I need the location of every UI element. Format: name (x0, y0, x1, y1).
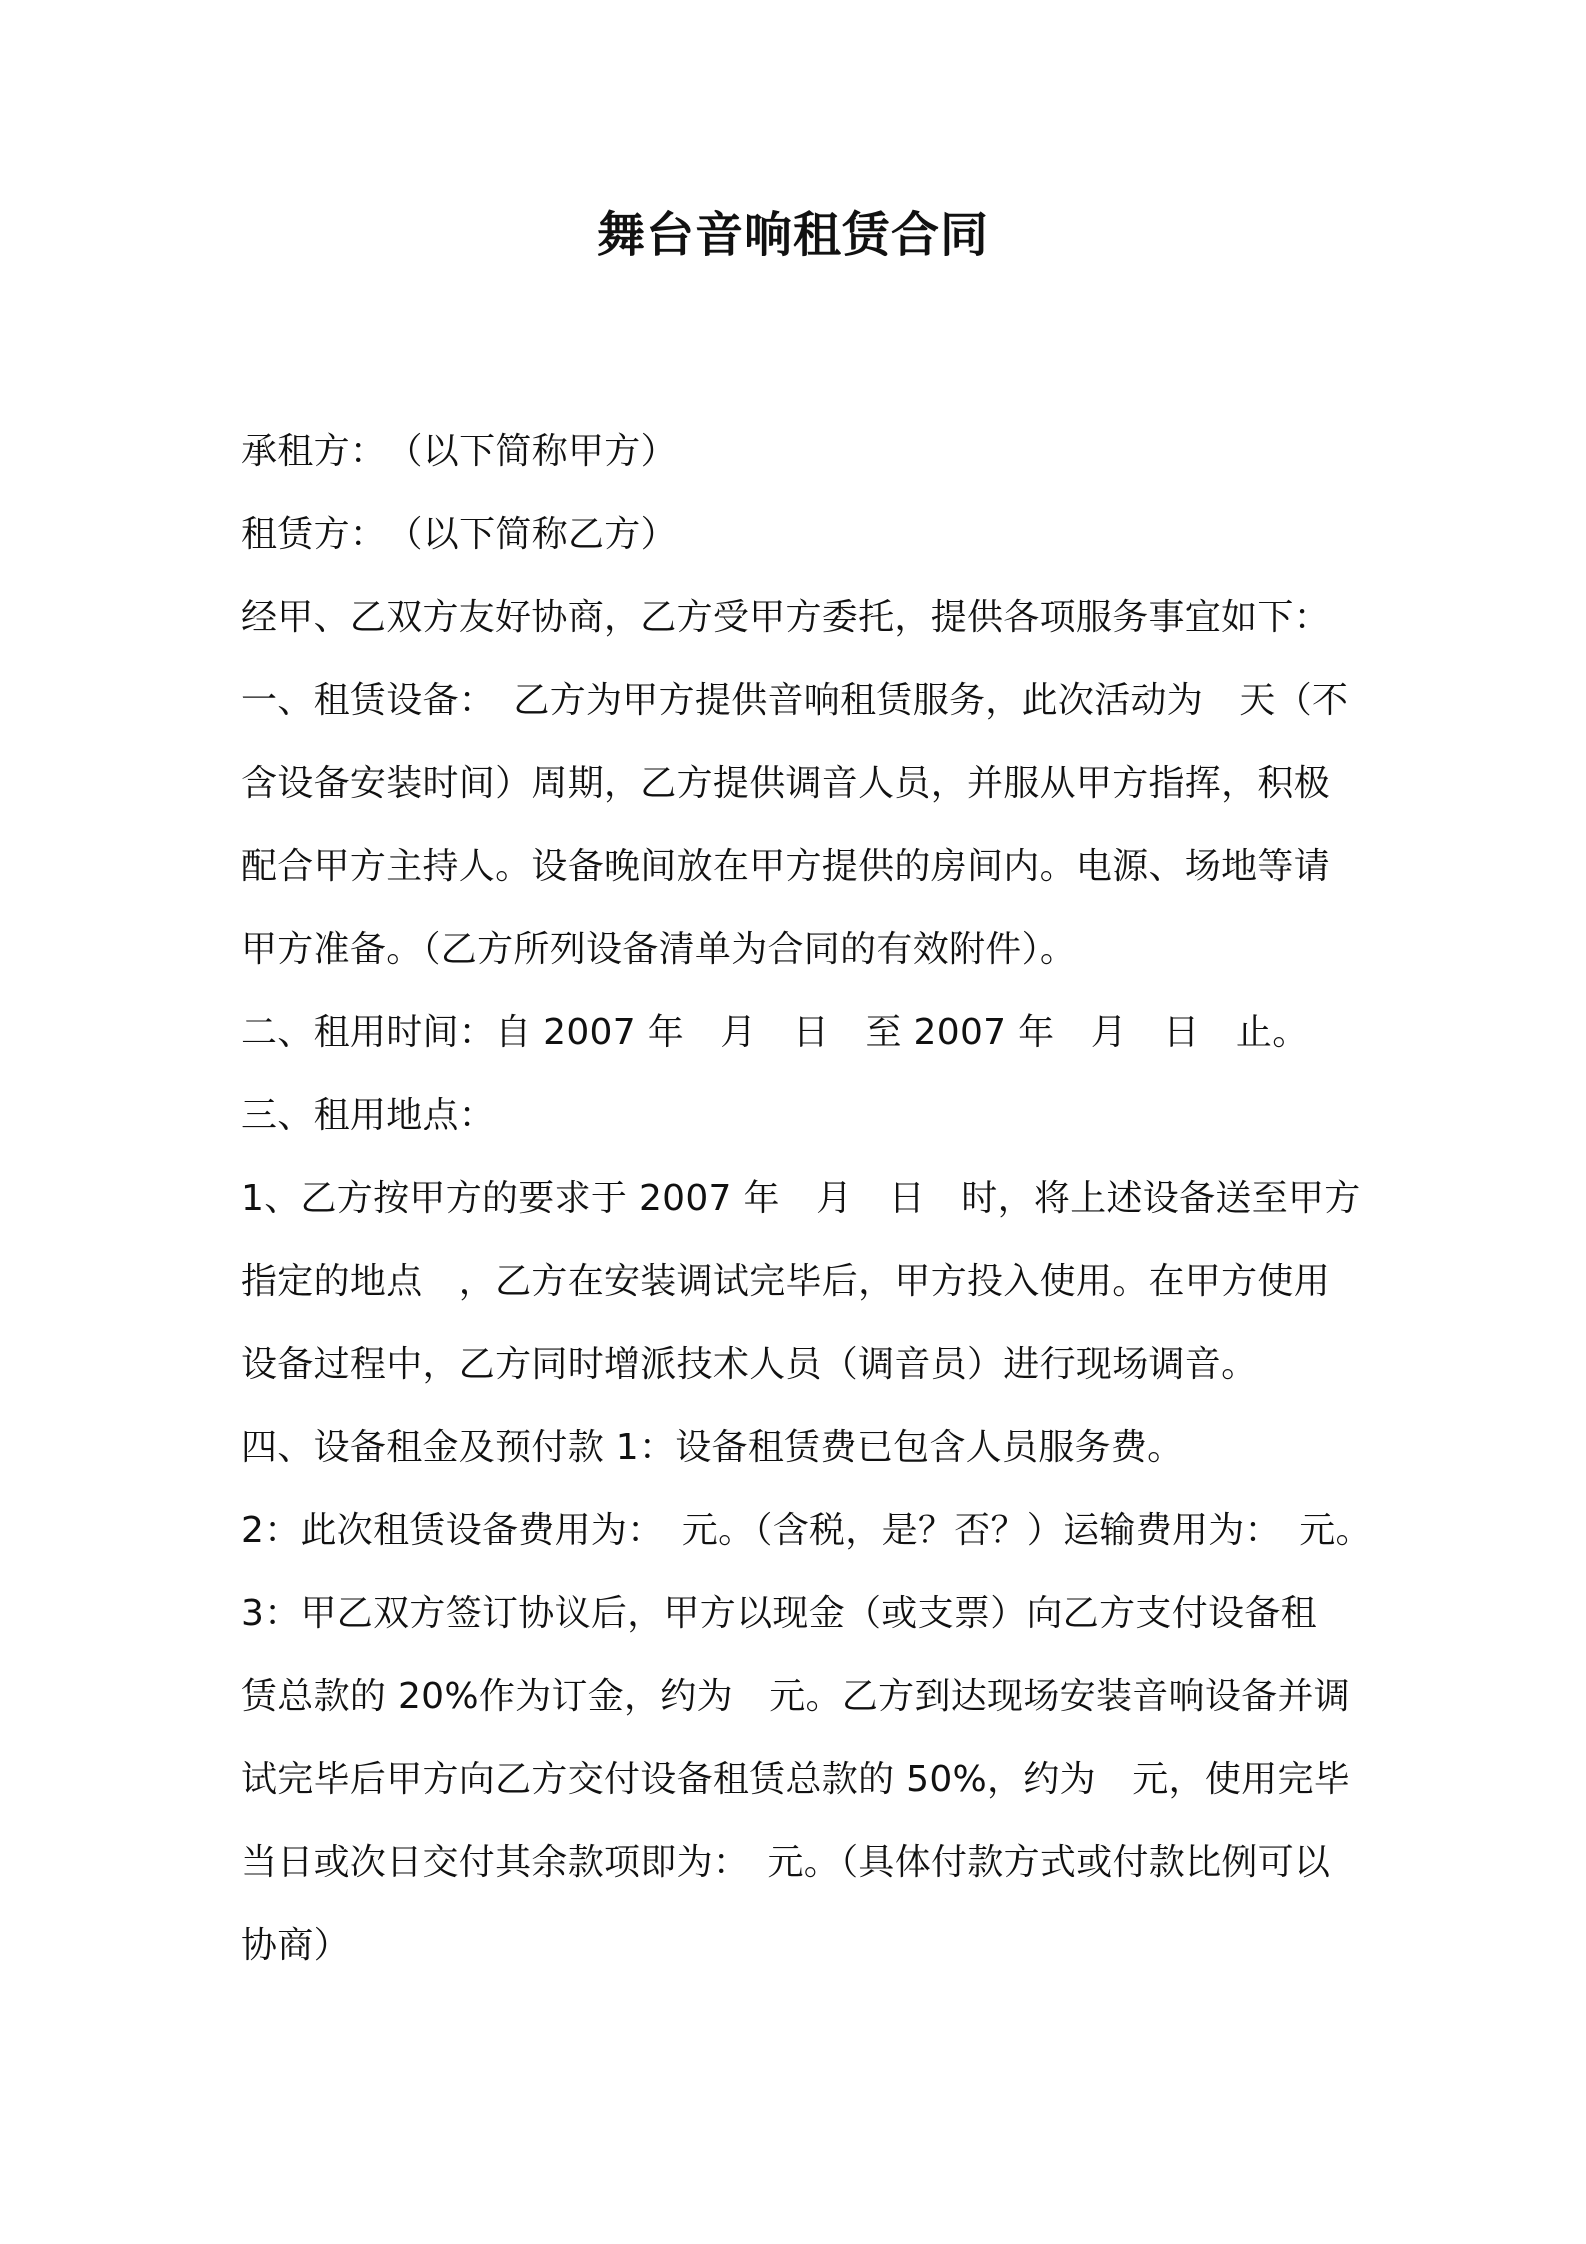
text-line: 试完毕后甲方向乙方交付设备租赁总款的 50%，约为 元，使用完毕 (241, 1759, 1351, 1800)
text-line: 当日或次日交付其余款项即为： 元。（具体付款方式或付款比例可以 (241, 1842, 1331, 1883)
text-line: 设备过程中，乙方同时增派技术人员（调音员）进行现场调音。 (241, 1344, 1258, 1385)
text-line: 1、乙方按甲方的要求于 2007 年 月 日 时，将上述设备送至甲方 (241, 1178, 1361, 1219)
text-line: 承租方： （以下简称甲方） (241, 431, 677, 472)
text-line: 3：甲乙双方签订协议后，甲方以现金（或支票）向乙方支付设备租 (241, 1593, 1317, 1634)
text-line: 租赁方： （以下简称乙方） (241, 514, 677, 555)
text-line: 配合甲方主持人。设备晚间放在甲方提供的房间内。电源、场地等请 (241, 846, 1331, 887)
text-line: 四、设备租金及预付款 1：设备租赁费已包含人员服务费。 (241, 1427, 1184, 1468)
text-line: 一、租赁设备： 乙方为甲方提供音响租赁服务，此次活动为 天（不 (241, 680, 1349, 721)
text-line: 甲方准备。（乙方所列设备清单为合同的有效附件）。 (241, 929, 1077, 970)
text-line: 含设备安装时间）周期，乙方提供调音人员，并服从甲方指挥，积极 (241, 763, 1331, 804)
text-line: 2：此次租赁设备费用为： 元。（含税，是？否？）运输费用为： 元。 (241, 1510, 1372, 1551)
document-body (241, 410, 1372, 1987)
text-line: 指定的地点 ，乙方在安装调试完毕后，甲方投入使用。在甲方使用 (241, 1261, 1331, 1302)
text-line: 赁总款的 20%作为订金，约为 元。乙方到达现场安装音响设备并调 (241, 1676, 1351, 1717)
text-line: 经甲、乙双方友好协商，乙方受甲方委托，提供各项服务事宜如下： (241, 597, 1331, 638)
text-line: 协商） (241, 1925, 350, 1966)
text-line: 三、租用地点： (241, 1095, 496, 1136)
text-line: 二、租用时间：自 2007 年 月 日 至 2007 年 月 日 止。 (241, 1012, 1309, 1053)
document-title: 舞台音响租赁合同 (596, 207, 989, 263)
